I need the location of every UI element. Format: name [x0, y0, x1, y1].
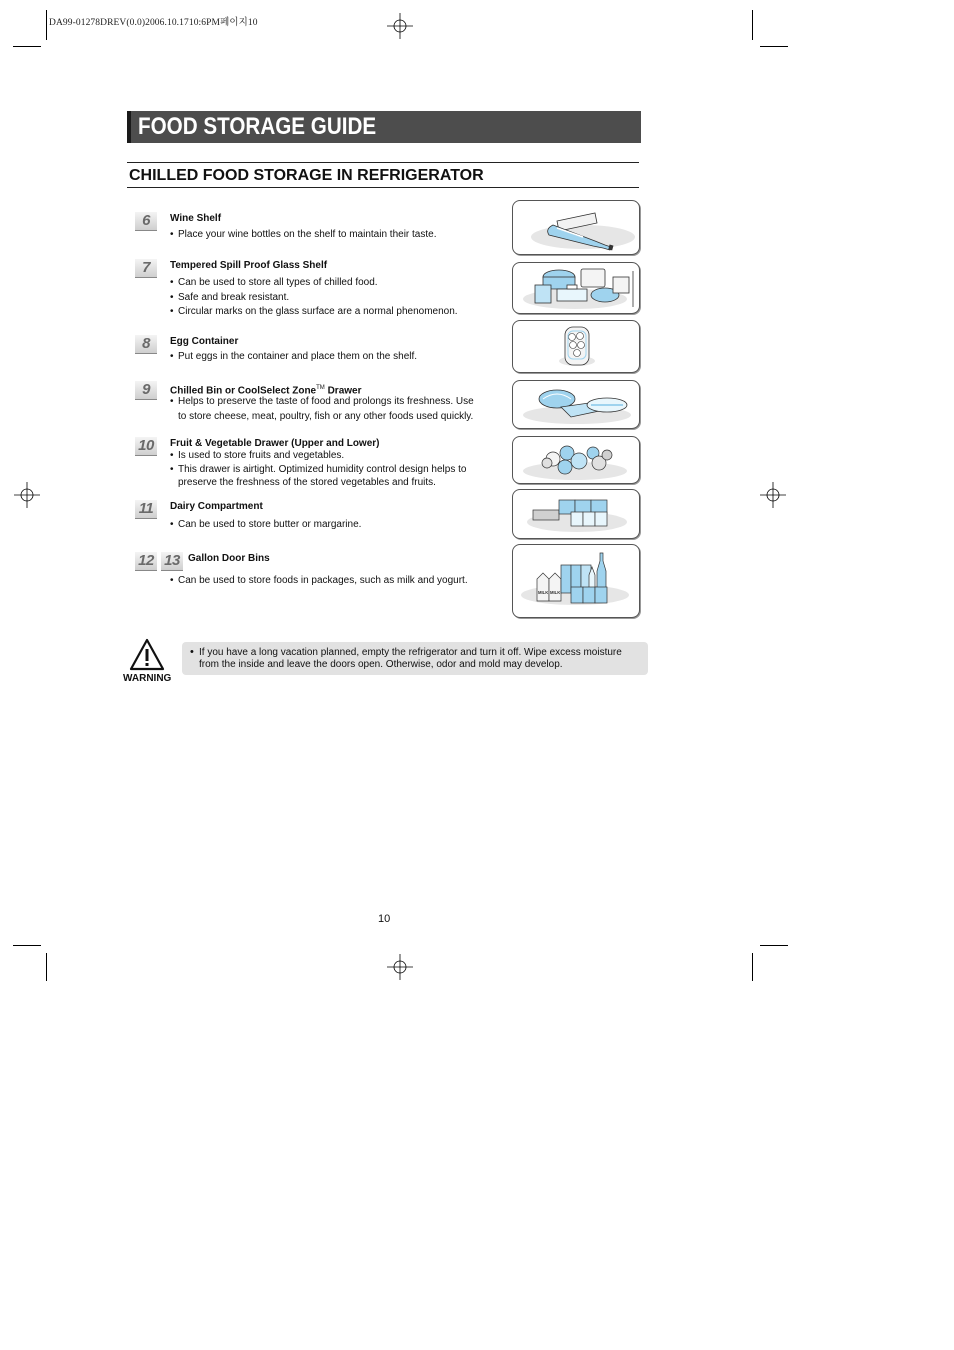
fruit-vegetable-illustration: [512, 436, 640, 484]
warning-label: WARNING: [123, 673, 172, 684]
fruit-vegetable-icon: [513, 437, 639, 483]
item-title: Wine Shelf: [170, 213, 222, 224]
bullet-text-continued: to store cheese, meat, poultry, fish or any other foods used quickly.: [178, 410, 474, 422]
warning-text: • If you have a long vacation planned, empty the refrigerator and turn it off. Wipe excess moisture from the inside and leave the doors open. Otherwise, odor and mold may develop.: [190, 647, 651, 671]
crop-mark: [13, 945, 41, 946]
egg-container-icon: [513, 321, 639, 372]
item-number-badge: 8: [135, 335, 157, 354]
crop-mark: [760, 945, 788, 946]
bullet-text-continued: preserve the freshness of the stored vegetables and fruits.: [178, 477, 436, 488]
svg-text:MILK: MILK: [538, 590, 549, 595]
egg-container-illustration: [512, 320, 640, 373]
crop-mark: [760, 46, 788, 47]
item-number-badge: 6: [135, 212, 157, 231]
food-containers-icon: [513, 263, 639, 313]
storage-item-dairy-compartment: [135, 500, 495, 536]
item-number-badge: 10: [135, 437, 157, 456]
item-number-badge: 7: [135, 259, 157, 278]
divider: [127, 162, 639, 163]
item-number-badge: 9: [135, 381, 157, 400]
item-title: Chilled Bin or CoolSelect Zone™ Drawer: [170, 385, 362, 397]
storage-item-wine-shelf: [135, 212, 495, 248]
storage-item-egg-container: [135, 335, 495, 371]
item-title: Egg Container: [170, 336, 239, 347]
storage-item-gallon-door-bins: [135, 552, 495, 592]
storage-item-glass-shelf: [135, 259, 495, 323]
bullet-text: • Helps to preserve the taste of food and prolongs its freshness. Use: [170, 395, 474, 410]
meat-fish-icon: [513, 381, 639, 428]
registration-mark-icon: [14, 482, 40, 508]
item-number-badge: 12: [135, 552, 157, 571]
item-title: Tempered Spill Proof Glass Shelf: [170, 260, 328, 271]
item-number-badge: 11: [135, 500, 157, 519]
registration-mark-icon: [387, 13, 413, 39]
storage-item-fruit-vegetable-drawer: [135, 437, 495, 491]
crop-mark: [752, 10, 753, 40]
divider: [127, 187, 639, 188]
bullet-text: • Put eggs in the container and place them on the shelf.: [170, 350, 417, 365]
crop-mark: [46, 953, 47, 981]
wine-bottle-icon: [513, 201, 639, 254]
bullet-text: • Can be used to store butter or margarine.: [170, 518, 361, 533]
wine-bottle-illustration: [512, 200, 640, 255]
item-title: Dairy Compartment: [170, 501, 263, 512]
meat-fish-illustration: [512, 380, 640, 429]
item-number-badge: 13: [161, 552, 183, 571]
milk-cartons-icon: [513, 545, 639, 617]
milk-cartons-illustration: [512, 544, 640, 618]
crop-mark: [13, 46, 41, 47]
item-title: Fruit & Vegetable Drawer (Upper and Lower): [170, 438, 380, 449]
dairy-icon: [513, 490, 639, 538]
page-title: FOOD STORAGE GUIDE: [138, 113, 377, 140]
warning-triangle-icon: [129, 638, 165, 671]
registration-mark-icon: [760, 482, 786, 508]
bullet-text: • Can be used to store foods in packages, such as milk and yogurt.: [170, 574, 468, 589]
storage-item-chilled-bin: [135, 381, 495, 429]
crop-mark: [46, 10, 47, 40]
print-slug: DA99-01278DREV(0.0)2006.10.1710:6PM페이지10: [49, 18, 258, 28]
item-title: Gallon Door Bins: [188, 553, 270, 564]
food-containers-illustration: [512, 262, 640, 314]
section-title: CHILLED FOOD STORAGE IN REFRIGERATOR: [129, 167, 484, 184]
bullet-text: • Safe and break resistant.: [170, 291, 458, 306]
registration-mark-icon: [387, 954, 413, 980]
page-number: 10: [378, 913, 391, 925]
bullet-text: • Place your wine bottles on the shelf to maintain their taste.: [170, 228, 436, 243]
crop-mark: [752, 953, 753, 981]
bullet-text: • Can be used to store all types of chilled food.: [170, 276, 458, 291]
bullet-text: • Is used to store fruits and vegetables.: [170, 449, 466, 463]
svg-text:MILK: MILK: [550, 590, 561, 595]
dairy-illustration: [512, 489, 640, 539]
bullet-text: • Circular marks on the glass surface are a normal phenomenon.: [170, 305, 458, 320]
bullet-text: • This drawer is airtight. Optimized humidity control design helps to: [170, 463, 466, 477]
